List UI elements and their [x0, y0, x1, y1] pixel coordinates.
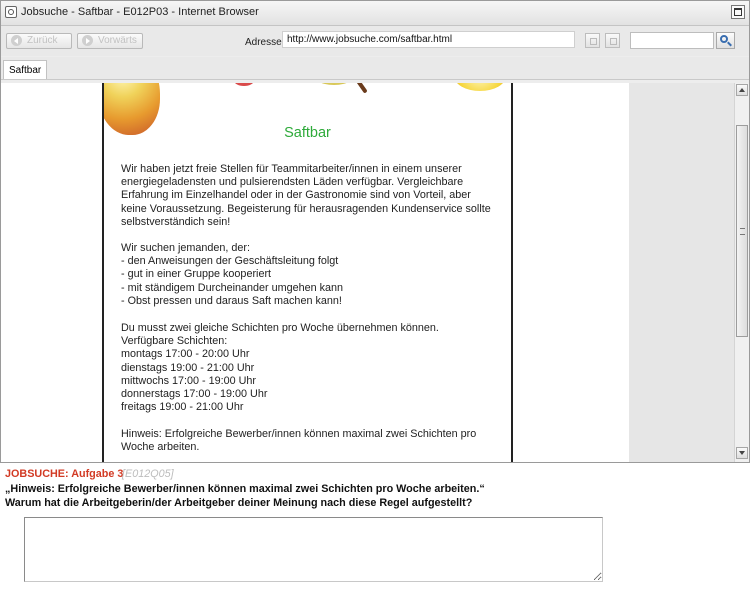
scroll-up-icon[interactable] — [736, 84, 748, 96]
tab-saftbar[interactable]: Saftbar — [3, 60, 47, 79]
requirements-paragraph: Wir suchen jemanden, der: - den Anweisungen der Geschäftsleitung folgt - gut in einer Gruppe kooperiert - mit ständigem Durcheinander umgehen kann - Obst pressen und daraus Saft machen kann! — [121, 242, 344, 307]
berry-image — [234, 83, 254, 86]
lemon-image — [454, 83, 506, 91]
task-title: JOBSUCHE: Aufgabe 3 — [5, 468, 124, 480]
browser-toolbar — [1, 26, 749, 56]
job-posting — [102, 83, 513, 462]
address-field[interactable]: http://www.jobsuche.com/saftbar.html — [282, 31, 575, 48]
title-bar — [1, 1, 749, 26]
browser-app-icon — [5, 6, 17, 18]
scrollbar-thumb[interactable] — [736, 125, 748, 337]
answer-field[interactable] — [24, 517, 603, 582]
maximize-button[interactable] — [731, 5, 745, 19]
search-button[interactable] — [716, 32, 735, 49]
address-label: Adresse — [245, 37, 282, 48]
tab-bar — [1, 57, 749, 80]
intro-paragraph: Wir haben jetzt freie Stellen für Teammitarbeiter/innen in einem unserer energiegeladensten und pulsierendsten Läden verfügbar. Vergleichbare Erfahrung im Einzelhandel oder in der Gastronomie sind von Vorteil, aber keine Voraussetzung. Begeisterung für herausragenden Kundenservice sollte selbstverständich sein! — [121, 163, 491, 228]
vertical-scrollbar[interactable] — [734, 83, 749, 462]
forward-button-label: Vorwärts — [98, 35, 137, 46]
window-title: Jobsuche - Saftbar - E012P03 - Internet Browser — [21, 6, 259, 18]
forward-button[interactable] — [77, 33, 143, 49]
fruit-stem-image — [348, 83, 367, 94]
reload-button[interactable] — [585, 33, 600, 48]
back-button-label: Zurück — [27, 35, 58, 46]
search-input[interactable] — [630, 32, 714, 49]
task-question-text: Warum hat die Arbeitgeberin/der Arbeitgeber deiner Meinung nach diese Regel aufgestellt? — [5, 497, 473, 509]
home-button[interactable] — [605, 33, 620, 48]
fruit-image — [309, 83, 359, 85]
page-viewport — [1, 83, 734, 462]
forward-arrow-icon — [82, 35, 93, 46]
task-question — [5, 482, 485, 510]
note-paragraph: Hinweis: Erfolgreiche Bewerber/innen können maximal zwei Schichten pro Woche arbeiten. — [121, 428, 477, 454]
page-heading: Saftbar — [284, 125, 331, 141]
back-arrow-icon — [11, 35, 22, 46]
back-button[interactable] — [6, 33, 72, 49]
task-quote: „Hinweis: Erfolgreiche Bewerber/innen können maximal zwei Schichten pro Woche arbeiten.“ — [5, 483, 485, 495]
shifts-paragraph: Du musst zwei gleiche Schichten pro Woche übernehmen können. Verfügbare Schichten: montags 17:00 - 20:00 Uhr dienstags 19:00 - 21:00 Uhr mittwochs 17:00 - 19:00 Uhr donnerstags 17:00 - 19:00 Uhr freitags 19:00 - 21:00 Uhr — [121, 322, 439, 414]
scroll-down-icon[interactable] — [736, 447, 748, 459]
task-code: [E012Q05] — [122, 468, 174, 480]
